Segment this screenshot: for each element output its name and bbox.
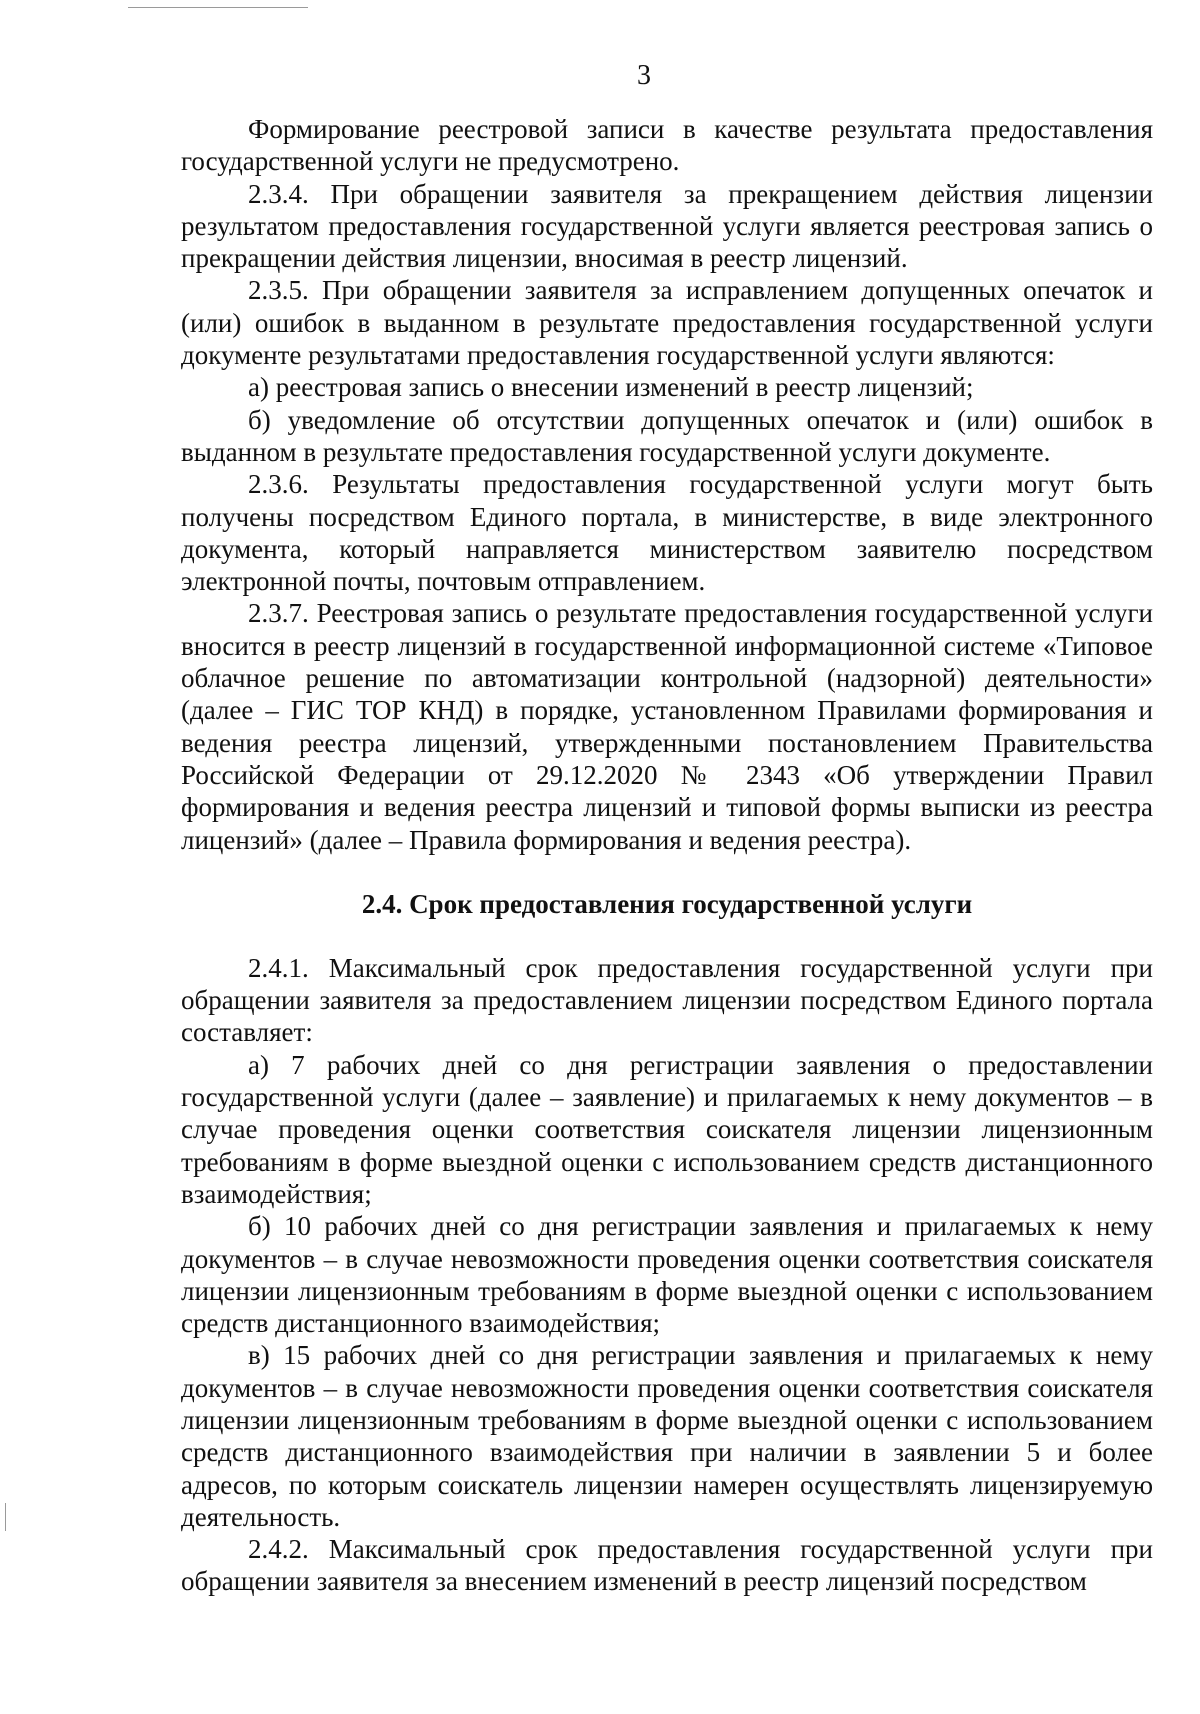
paragraph-result-registry-note: Формирование реестровой записи в качестве результата предоставления государственной услуги не предусмотрено. [181,114,1153,177]
paragraph-2-3-7: 2.3.7. Реестровая запись о результате предоставления государственной услуги вносится в реестр лицензий в государственной информационной системе «Типовое облачное решение по автоматизации контрольной (надзорной) деятельности» (далее – ГИС ТОР КНД) в порядке, установленном Правилами формирования и ведения реестра лицензий, утвержденными постановлением Правительства Российской Федерации от 29.12.2020 № 2343 «Об утверждении Правил формирования и ведения реестра лицензий и типовой формы выписки из реестра лицензий» (далее – Правила формирования и ведения реестра). [181,598,1153,855]
paragraph-2-4-2: 2.4.2. Максимальный срок предоставления государственной услуги при обращении заявителя за внесением изменений в реестр лицензий посредством [181,1534,1153,1597]
paragraph-2-4-1: 2.4.1. Максимальный срок предоставления государственной услуги при обращении заявителя за предоставлением лицензии посредством Единого портала составляет: [181,952,1153,1048]
paragraph-2-3-5: 2.3.5. При обращении заявителя за исправлением допущенных опечаток и (или) ошибок в выданном в результате предоставления государственной услуги документе результатами предоставления государственной услуги являются: [181,275,1153,371]
list-item-b: б) 10 рабочих дней со дня регистрации заявления и прилагаемых к нему документов – в случае невозможности проведения оценки соответствия соискателя лицензии лицензионным требованиям в форме выездной оценки с использованием средств дистанционного взаимодействия; [181,1211,1153,1339]
list-item-v: в) 15 рабочих дней со дня регистрации заявления и прилагаемых к нему документов – в случае невозможности проведения оценки соответствия соискателя лицензии лицензионным требованиям в форме выездной оценки с использованием средств дистанционного взаимодействия при наличии в заявлении 5 и более адресов, по которым соискатель лицензии намерен осуществлять лицензируемую деятельность. [181,1340,1153,1532]
paragraph-2-3-4: 2.3.4. При обращении заявителя за прекращением действия лицензии результатом предоставления государственной услуги является реестровая запись о прекращении действия лицензии, вносимая в реестр лицензий. [181,178,1153,274]
list-item-a: а) реестровая запись о внесении изменений в реестр лицензий; [248,372,974,403]
scan-artifact-left [5,1503,6,1531]
paragraph-2-3-6: 2.3.6. Результаты предоставления государственной услуги могут быть получены посредством Единого портала, в министерстве, в виде электронного документа, который направляется министерством заявителю посредством электронной почты, почтовым отправлением. [181,469,1153,597]
section-heading: 2.4. Срок предоставления государственной услуги [361,888,973,919]
page-number: 3 [637,60,651,91]
scan-artifact-top [128,7,308,8]
document-body [181,113,1153,1598]
list-item-b: б) уведомление об отсутствии допущенных опечаток и (или) ошибок в выданном в результате предоставления государственной услуги документе. [181,404,1153,467]
list-item-a: а) 7 рабочих дней со дня регистрации заявления о предоставлении государственной услуги (далее – заявление) и прилагаемых к нему документов – в случае проведения оценки соответствия соискателя лицензии лицензионным требованиям в форме выездной оценки с использованием средств дистанционного взаимодействия; [181,1049,1153,1209]
